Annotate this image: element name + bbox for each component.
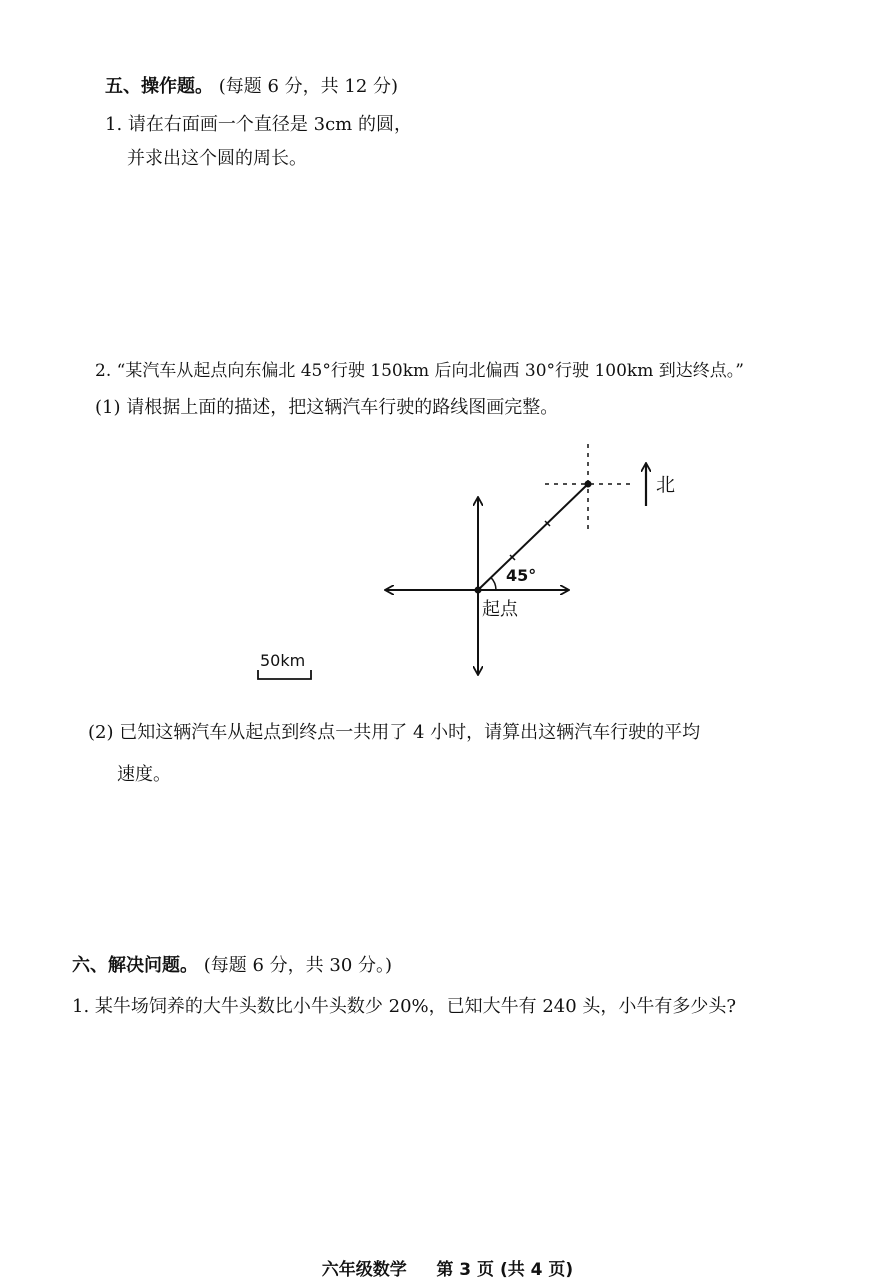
scale-bar <box>256 668 316 682</box>
section6-note: (每题 6 分，共 30 分。) <box>203 955 393 976</box>
section5-title: 五、操作题。 <box>105 76 213 97</box>
angle-arc <box>491 577 496 590</box>
q1-line2: 并求出这个圆的周长。 <box>127 148 307 169</box>
scale-label: 50km <box>260 651 306 670</box>
q2-part2-line1: (2) 已知这辆汽车从起点到终点一共用了 4 小时，请算出这辆汽车行驶的平均 <box>88 722 701 743</box>
start-point <box>475 587 482 594</box>
start-label: 起点 <box>482 599 518 620</box>
q1-line1: 1. 请在右面画一个直径是 3cm 的圆， <box>105 114 412 135</box>
s6-q1-text: 1. 某牛场饲养的大牛头数比小牛头数少 20%，已知大牛有 240 头，小牛有多少头? <box>72 996 737 1017</box>
page-footer <box>0 1255 895 1280</box>
section5-note: (每题 6 分，共 12 分) <box>218 76 399 97</box>
footer-page: 第 3 页 (共 4 页) <box>436 1260 574 1280</box>
angle-label: 45° <box>506 566 537 585</box>
section5-heading <box>105 76 398 98</box>
route-diagram <box>370 440 690 690</box>
q2-text: 2. “某汽车从起点向东偏北 45°行驶 150km 后向北偏西 30°行驶 100km 到达终点。” <box>95 361 744 381</box>
section6-heading <box>72 955 392 977</box>
q2-part2-line2: 速度。 <box>117 764 171 785</box>
north-label: 北 <box>656 474 676 496</box>
q2-part1: (1) 请根据上面的描述，把这辆汽车行驶的路线图画完整。 <box>95 397 559 418</box>
footer-subject: 六年级数学 <box>321 1260 407 1280</box>
turning-point <box>585 481 592 488</box>
section6-title: 六、解决问题。 <box>72 955 198 976</box>
